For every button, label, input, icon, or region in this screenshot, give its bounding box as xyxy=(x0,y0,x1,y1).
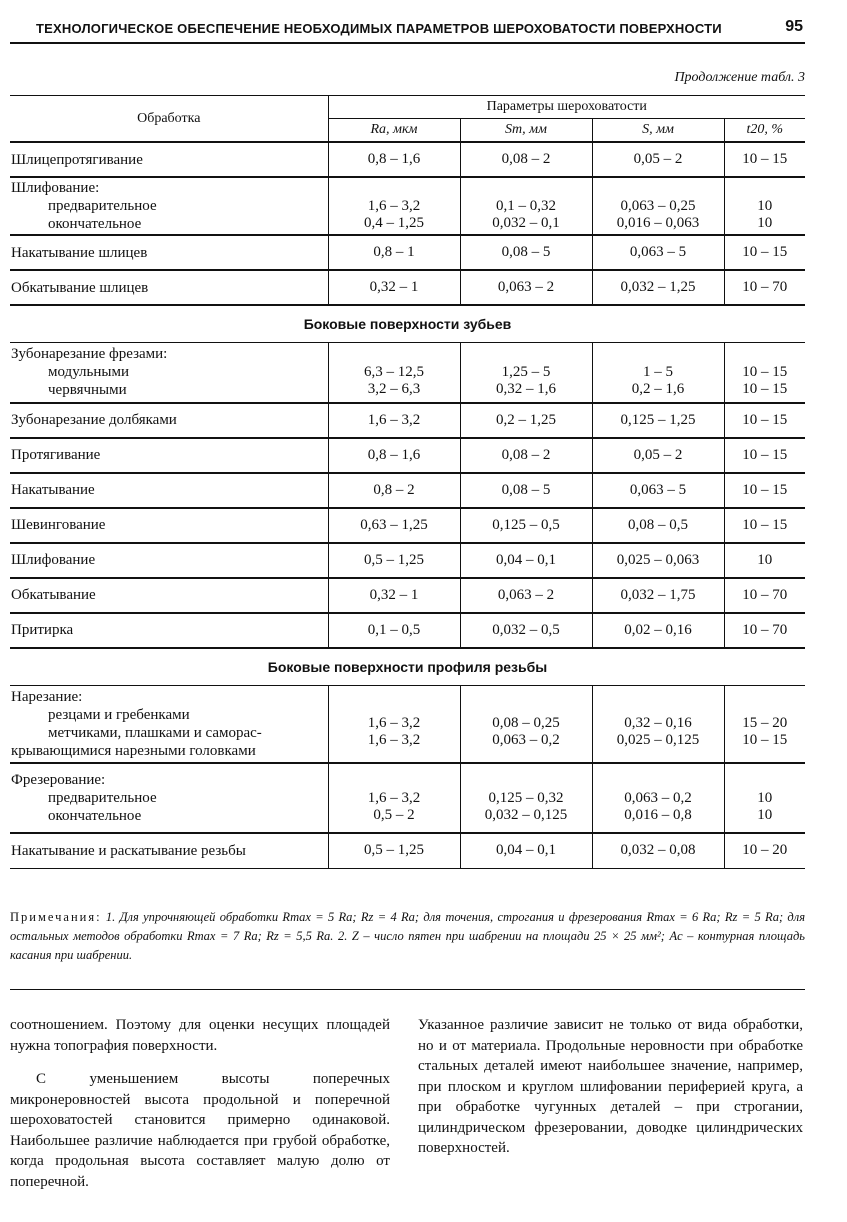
ra-cell xyxy=(328,343,460,403)
text-column-left xyxy=(10,1015,390,1192)
process-label: Накатывание и раскатывание резьбы xyxy=(11,842,246,859)
ra-cell xyxy=(328,833,460,868)
process-label: модульными xyxy=(48,364,129,381)
process-cell xyxy=(10,270,328,305)
s-cell xyxy=(592,473,724,508)
t20-cell xyxy=(724,833,805,868)
ra-value: 0,5 – 2 xyxy=(373,806,415,823)
process-label: Шлифование: xyxy=(11,180,100,196)
process-label: Фрезерование: xyxy=(11,772,106,788)
sm-cell xyxy=(460,508,592,543)
process-label: Обкатывание шлицев xyxy=(11,279,149,296)
process-cell xyxy=(10,403,328,438)
ra-value: 0,1 – 0,5 xyxy=(367,621,421,638)
sm-cell xyxy=(460,833,592,868)
table-group-splines xyxy=(10,142,805,305)
s-cell xyxy=(592,438,724,473)
ra-cell xyxy=(328,177,460,235)
s-value: 0,016 – 0,063 xyxy=(616,214,700,231)
ra-value: 0,32 – 1 xyxy=(369,586,419,603)
s-value: 0,063 – 0,2 xyxy=(624,789,692,806)
s-cell xyxy=(592,177,724,235)
sm-value: 0,08 – 2 xyxy=(501,446,551,463)
s-value: 0,032 – 1,25 xyxy=(620,279,696,295)
process-label: Шевингование xyxy=(11,517,106,533)
sm-cell xyxy=(460,543,592,578)
t-value: 10 – 15 xyxy=(742,244,788,260)
process-label: метчиками, плашками и саморас- xyxy=(48,724,262,741)
ra-cell xyxy=(328,763,460,833)
ra-cell xyxy=(328,438,460,473)
t20-cell xyxy=(724,438,805,473)
header-t20: t20, % xyxy=(724,119,805,143)
ra-value: 0,8 – 1,6 xyxy=(367,151,421,167)
table-row xyxy=(10,473,805,508)
ra-cell xyxy=(328,543,460,578)
page-number: 95 xyxy=(785,18,803,35)
sm-cell xyxy=(460,343,592,403)
s-value: 0,063 – 5 xyxy=(629,244,687,260)
section-teeth xyxy=(10,305,805,343)
ra-cell xyxy=(328,142,460,177)
running-head xyxy=(10,18,805,44)
ra-value: 0,5 – 1,25 xyxy=(364,551,424,568)
header-roughness-params: Параметры шероховатости xyxy=(328,96,805,119)
sm-cell xyxy=(460,177,592,235)
section-title-teeth: Боковые поверхности зубьев xyxy=(10,305,805,343)
s-value: 0,02 – 0,16 xyxy=(624,621,692,638)
s-value: 0,025 – 0,063 xyxy=(616,551,700,568)
sm-cell xyxy=(460,438,592,473)
roughness-table xyxy=(10,95,805,869)
process-cell xyxy=(10,613,328,648)
t-value: 10 xyxy=(757,551,773,568)
ra-value: 0,8 – 2 xyxy=(373,481,415,498)
sm-value: 0,04 – 0,1 xyxy=(496,551,556,568)
process-cell xyxy=(10,508,328,543)
t20-cell xyxy=(724,613,805,648)
process-label: Протягивание xyxy=(11,447,101,463)
t20-cell xyxy=(724,403,805,438)
ra-value: 1,6 – 3,2 xyxy=(367,715,421,732)
ra-cell xyxy=(328,270,460,305)
s-cell xyxy=(592,578,724,613)
sm-value: 0,08 – 5 xyxy=(501,244,551,260)
ra-cell xyxy=(328,685,460,763)
table-notes xyxy=(10,908,805,965)
s-cell xyxy=(592,235,724,270)
table-row xyxy=(10,403,805,438)
ra-cell xyxy=(328,235,460,270)
right-paragraph-1: Указанное различие зависит не только от вида обработки, но и от материала. Продольные неровности при обработке стальных деталей имеют наибольшее значение, например, при плоском и круглом шлифовании периферией круга, а при обработке чугунных деталей – при строгании, цилиндрическом фрезеровании, доводке цилиндрических поверхностей. xyxy=(418,1017,803,1156)
process-label: окончательное xyxy=(48,216,142,232)
table-continuation-label: Продолжение табл. 3 xyxy=(674,70,805,85)
s-cell xyxy=(592,833,724,868)
t-value: 10 – 15 xyxy=(742,481,788,498)
ra-cell xyxy=(328,578,460,613)
sm-value: 0,032 – 0,5 xyxy=(492,621,560,638)
ra-value: 0,8 – 1 xyxy=(373,244,415,260)
table-row xyxy=(10,543,805,578)
t-value: 15 – 20 xyxy=(742,715,788,732)
process-label: Нарезание: xyxy=(11,688,83,705)
table-row xyxy=(10,763,805,833)
t20-cell xyxy=(724,578,805,613)
s-cell xyxy=(592,142,724,177)
ra-cell xyxy=(328,613,460,648)
t-value: 10 – 15 xyxy=(742,411,788,428)
s-value: 0,016 – 0,8 xyxy=(624,806,692,823)
left-paragraph-1: соотношением. Поэтому для оценки несущих площадей нужна топография поверхности. xyxy=(10,1017,390,1054)
process-cell xyxy=(10,685,328,763)
ra-value: 0,63 – 1,25 xyxy=(360,516,428,533)
s-value: 0,032 – 0,08 xyxy=(620,842,696,859)
table-group-teeth xyxy=(10,343,805,648)
sm-cell xyxy=(460,142,592,177)
ra-value: 0,5 – 1,25 xyxy=(364,842,424,859)
s-cell xyxy=(592,685,724,763)
header-s: S, мм xyxy=(592,119,724,143)
process-cell xyxy=(10,177,328,235)
table-row xyxy=(10,438,805,473)
s-cell xyxy=(592,403,724,438)
running-title: ТЕХНОЛОГИЧЕСКОЕ ОБЕСПЕЧЕНИЕ НЕОБХОДИМЫХ ПАРАМЕТРОВ ШЕРОХОВАТОСТИ ПОВЕРХНОСТИ xyxy=(36,21,722,36)
process-label: предварительное xyxy=(48,198,157,214)
table-row xyxy=(10,343,805,403)
table-row xyxy=(10,833,805,868)
process-label: Накатывание шлицев xyxy=(11,244,148,261)
s-cell xyxy=(592,613,724,648)
sm-value: 0,125 – 0,32 xyxy=(488,789,564,806)
sm-value: 1,25 – 5 xyxy=(501,363,551,380)
t20-cell xyxy=(724,142,805,177)
process-cell xyxy=(10,763,328,833)
sm-cell xyxy=(460,763,592,833)
t-value: 10 – 15 xyxy=(742,516,788,533)
sm-value: 0,32 – 1,6 xyxy=(496,380,556,397)
sm-value: 0,125 – 0,5 xyxy=(492,516,560,533)
table-group-thread xyxy=(10,685,805,868)
sm-value: 0,032 – 0,125 xyxy=(484,806,568,823)
t20-cell xyxy=(724,685,805,763)
process-cell xyxy=(10,438,328,473)
s-value: 0,05 – 2 xyxy=(633,446,683,463)
table-row xyxy=(10,235,805,270)
s-value: 0,05 – 2 xyxy=(633,151,683,167)
text-column-right xyxy=(418,1015,803,1159)
t-value: 10 xyxy=(757,197,773,214)
table-row xyxy=(10,613,805,648)
s-value: 0,025 – 0,125 xyxy=(616,732,700,749)
process-label: Зубонарезание фрезами: xyxy=(11,346,168,363)
s-value: 0,032 – 1,75 xyxy=(620,586,696,603)
s-value: 0,125 – 1,25 xyxy=(620,411,696,428)
notes-text: 1. Для упрочняющей обработки Rmax = 5 Ra; Rz = 4 Ra; для точения, строгания и фрезерования Rmax = 6 Ra; Rz = 5 Ra; для остальных методов обработки Rmax = 7 Ra; Rz = 5,5 Ra. 2. Z – число пятен при шабрении на площади 25 × 25 мм²; Ac – контурная площадь касания при шабрении. xyxy=(10,910,806,962)
table-row xyxy=(10,508,805,543)
s-cell xyxy=(592,763,724,833)
t20-cell xyxy=(724,543,805,578)
process-cell xyxy=(10,578,328,613)
t-value: 10 xyxy=(757,789,773,806)
sm-cell xyxy=(460,613,592,648)
left-paragraph-2: С уменьшением высоты поперечных микронеровностей высота продольной и поперечной шероховатостей становится примерно одинаковой. Наибольшее различие наблюдается при грубой обработке, когда продольная высота составляет малую долю от поперечной. xyxy=(10,1071,390,1190)
s-cell xyxy=(592,508,724,543)
t20-cell xyxy=(724,270,805,305)
ra-cell xyxy=(328,403,460,438)
process-label: Зубонарезание долбяками xyxy=(11,412,177,428)
s-value: 0,32 – 0,16 xyxy=(624,715,692,732)
sm-value: 0,032 – 0,1 xyxy=(492,214,560,231)
notes-divider xyxy=(10,989,805,990)
sm-value: 0,08 – 2 xyxy=(501,151,551,167)
process-label: червячными xyxy=(48,382,127,399)
process-label: окончательное xyxy=(48,808,142,824)
ra-cell xyxy=(328,473,460,508)
sm-value: 0,063 – 2 xyxy=(497,586,555,603)
ra-value: 1,6 – 3,2 xyxy=(367,732,421,749)
sm-value: 0,08 – 5 xyxy=(501,481,551,498)
ra-value: 6,3 – 12,5 xyxy=(364,363,424,380)
t20-cell xyxy=(724,508,805,543)
t-value: 10 – 70 xyxy=(742,621,788,638)
ra-cell xyxy=(328,508,460,543)
sm-value: 0,2 – 1,25 xyxy=(496,411,556,428)
t-value: 10 – 70 xyxy=(742,279,788,295)
t20-cell xyxy=(724,343,805,403)
s-value: 0,063 – 5 xyxy=(629,481,687,498)
section-thread xyxy=(10,648,805,686)
sm-value: 0,1 – 0,32 xyxy=(496,197,556,214)
t20-cell xyxy=(724,763,805,833)
process-label: Шлифование xyxy=(11,552,96,568)
header-process: Обработка xyxy=(10,96,328,143)
s-cell xyxy=(592,543,724,578)
process-label: Шлицепротягивание xyxy=(11,151,143,168)
t20-cell xyxy=(724,473,805,508)
ra-value: 0,4 – 1,25 xyxy=(364,214,424,231)
sm-cell xyxy=(460,403,592,438)
process-cell xyxy=(10,235,328,270)
process-label: Обкатывание xyxy=(11,587,96,603)
t-value: 10 – 70 xyxy=(742,586,788,603)
process-cell xyxy=(10,142,328,177)
ra-value: 3,2 – 6,3 xyxy=(367,380,421,397)
ra-value: 1,6 – 3,2 xyxy=(367,197,421,214)
process-cell xyxy=(10,473,328,508)
t-value: 10 – 15 xyxy=(742,380,788,397)
s-value: 0,08 – 0,5 xyxy=(628,516,688,533)
sm-cell xyxy=(460,235,592,270)
process-cell xyxy=(10,833,328,868)
table-row xyxy=(10,685,805,763)
process-label: Накатывание xyxy=(11,482,95,498)
sm-value: 0,08 – 0,25 xyxy=(492,715,560,732)
s-value: 0,2 – 1,6 xyxy=(631,380,685,397)
ra-value: 1,6 – 3,2 xyxy=(367,411,421,428)
section-title-thread: Боковые поверхности профиля резьбы xyxy=(10,648,805,686)
process-cell xyxy=(10,343,328,403)
process-label: предварительное xyxy=(48,790,157,806)
notes-label: Примечания: xyxy=(10,910,102,924)
t20-cell xyxy=(724,235,805,270)
header-ra: Ra, мкм xyxy=(328,119,460,143)
roughness-table-grid xyxy=(10,95,805,869)
s-cell xyxy=(592,270,724,305)
table-row xyxy=(10,177,805,235)
process-label: крывающимися нарезными головками xyxy=(11,742,256,759)
t-value: 10 – 15 xyxy=(742,446,788,463)
sm-cell xyxy=(460,578,592,613)
process-label: резцами и гребенками xyxy=(48,706,190,723)
s-value: 0,063 – 0,25 xyxy=(620,197,696,214)
sm-value: 0,063 – 2 xyxy=(497,279,555,295)
t-value: 10 – 20 xyxy=(742,842,788,859)
t20-cell xyxy=(724,177,805,235)
table-row xyxy=(10,142,805,177)
process-cell xyxy=(10,543,328,578)
t-value: 10 xyxy=(757,806,773,823)
process-label: Притирка xyxy=(11,622,74,638)
s-cell xyxy=(592,343,724,403)
t-value: 10 – 15 xyxy=(742,732,788,749)
sm-cell xyxy=(460,685,592,763)
table-row xyxy=(10,578,805,613)
s-value: 1 – 5 xyxy=(643,363,673,380)
t-value: 10 – 15 xyxy=(742,363,788,380)
t-value: 10 xyxy=(757,214,773,231)
sm-cell xyxy=(460,270,592,305)
t-value: 10 – 15 xyxy=(742,151,788,167)
ra-value: 0,32 – 1 xyxy=(369,279,419,295)
header-sm: Sm, мм xyxy=(460,119,592,143)
sm-cell xyxy=(460,473,592,508)
sm-value: 0,063 – 0,2 xyxy=(492,732,560,749)
table-row xyxy=(10,270,805,305)
sm-value: 0,04 – 0,1 xyxy=(496,842,556,859)
ra-value: 1,6 – 3,2 xyxy=(367,789,421,806)
ra-value: 0,8 – 1,6 xyxy=(367,446,421,463)
